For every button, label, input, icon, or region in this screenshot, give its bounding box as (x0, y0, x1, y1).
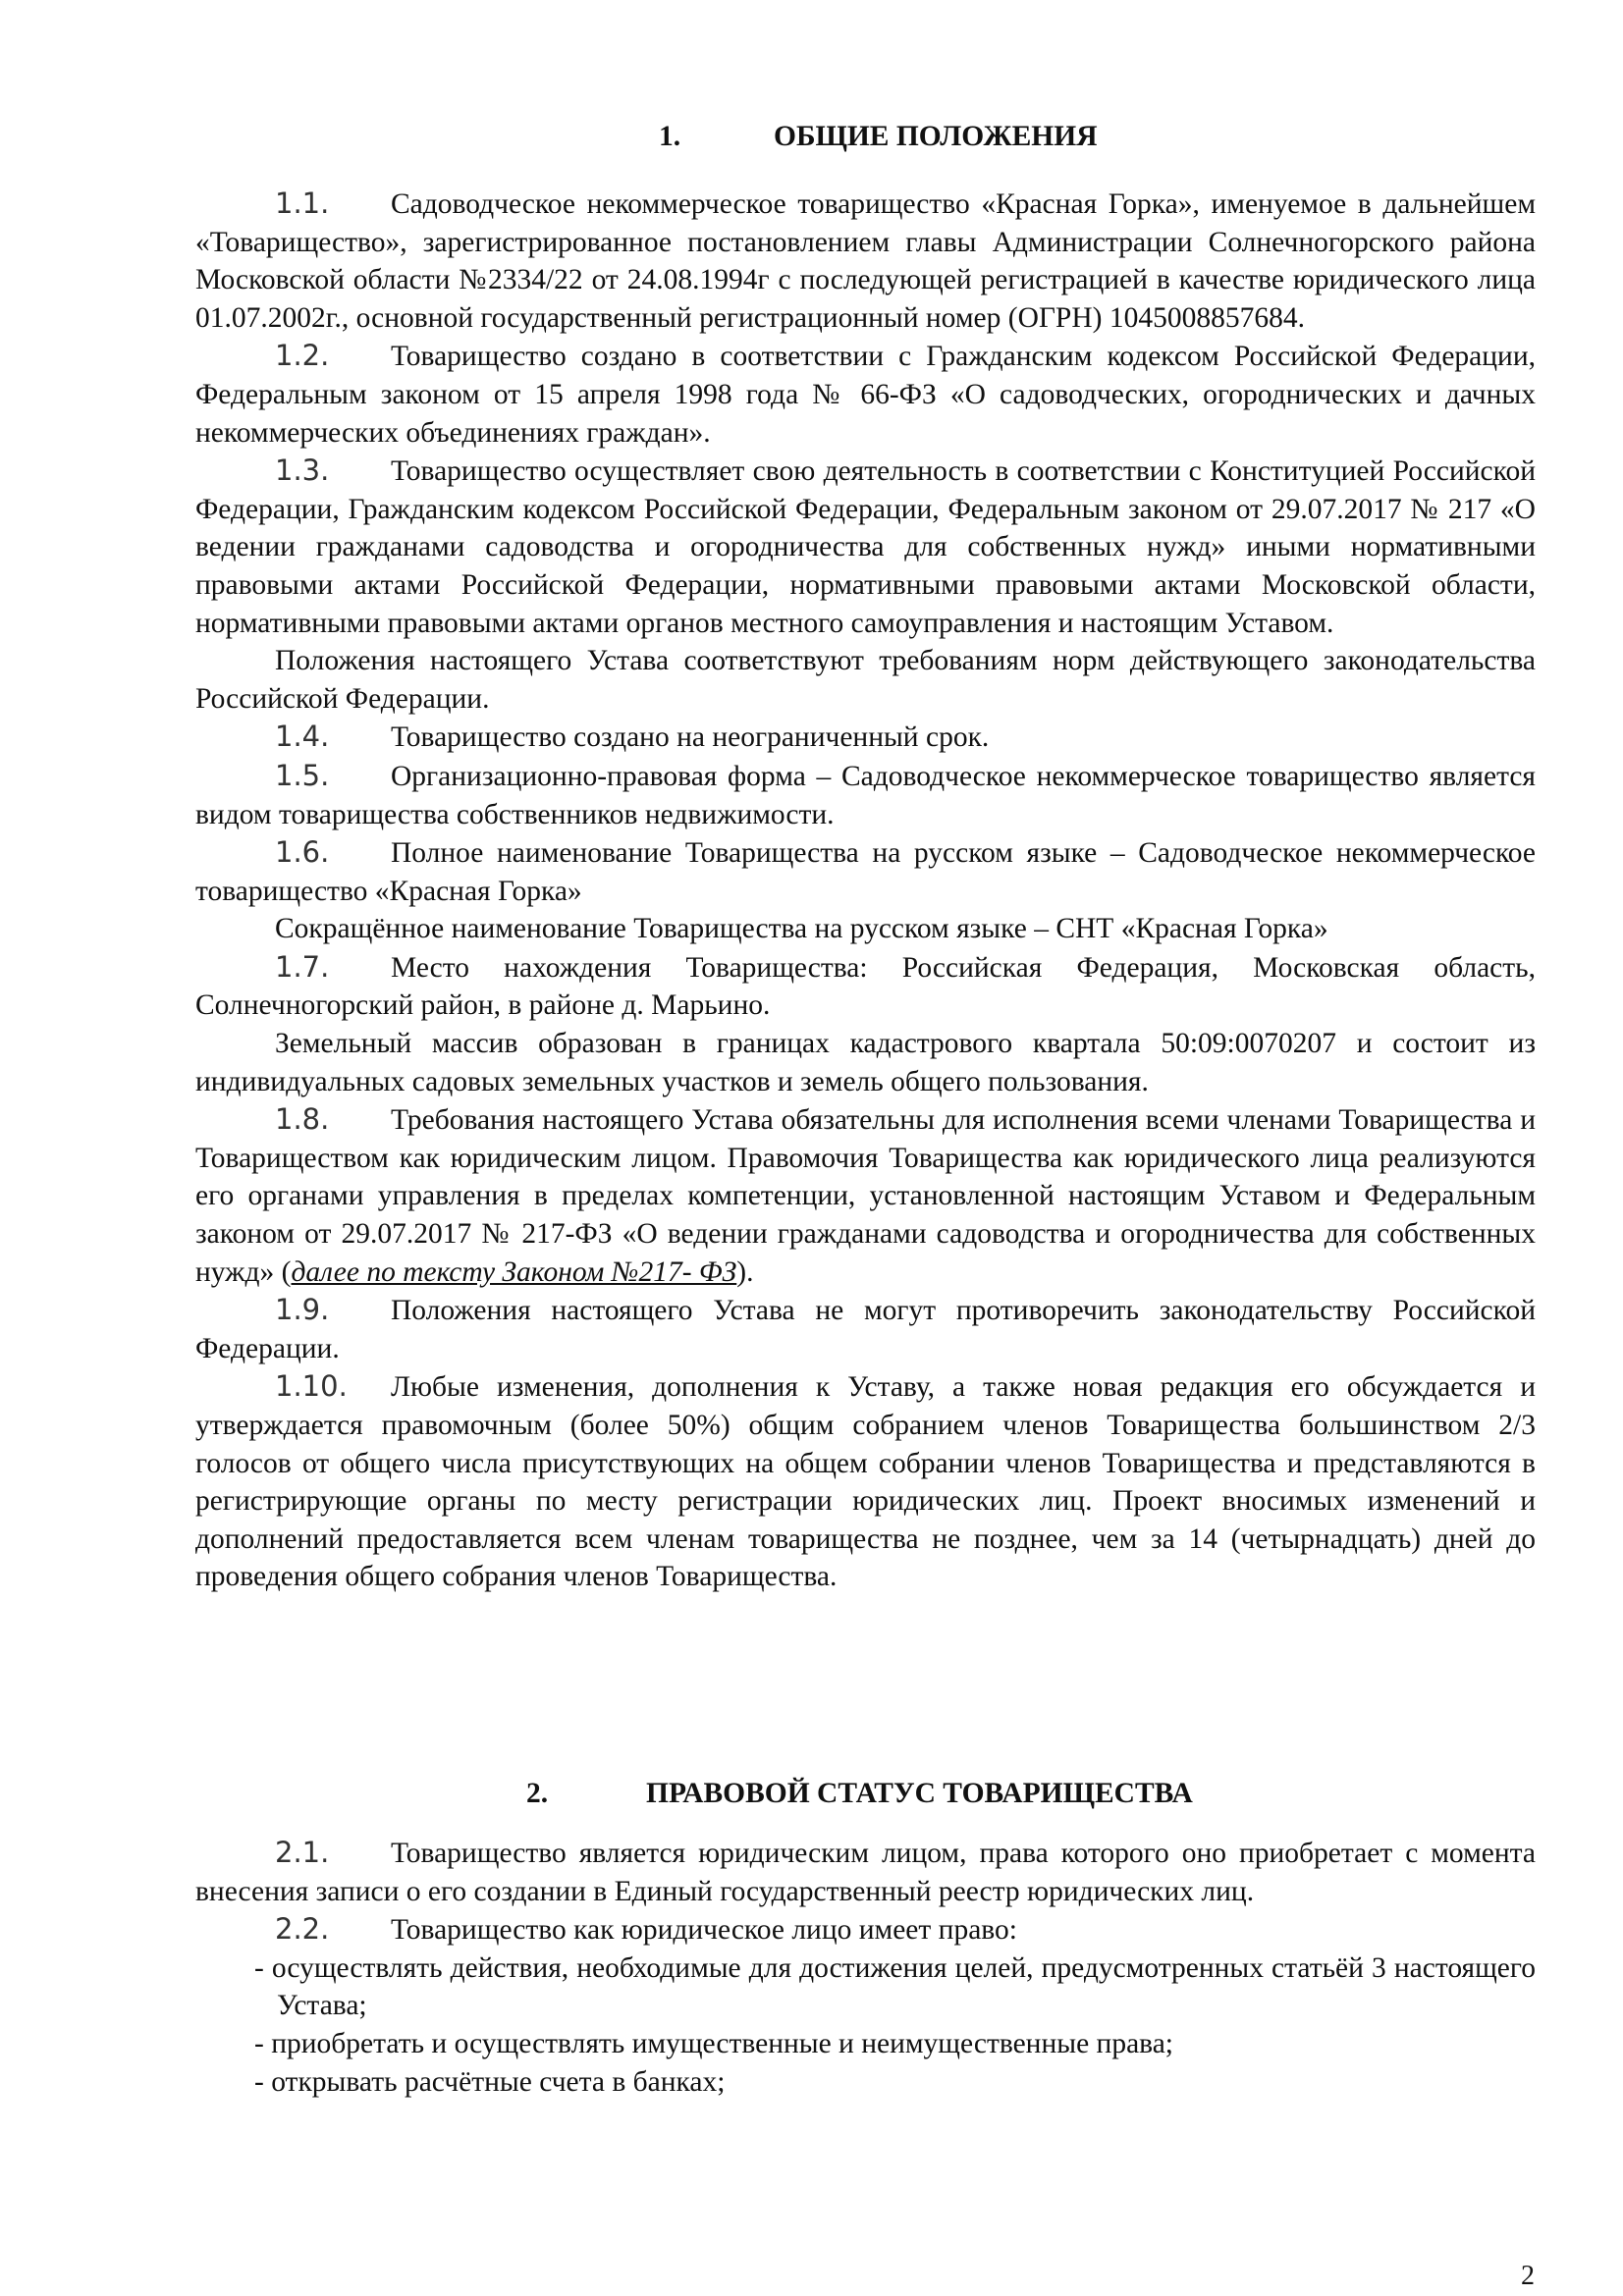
item-number: 1.1. (275, 187, 330, 220)
paragraph-2-1: 2.1. Товарищество является юридическим лицом, права которого оно приобретает с момента внесения записи о его создании в Единый государственный реестр юридических лиц. (195, 1836, 1536, 1907)
paragraph-1-9: 1.9. Положения настоящего Устава не могут противоречить законодательству Российской Федерации. (195, 1293, 1536, 1364)
paragraph-1-7: 1.7. Место нахождения Товарищества: Российская Федерация, Московская область, Солнечногорский район, в районе д. Марьино. (195, 949, 1536, 1022)
paragraph-2-2: 2.2. Товарищество как юридическое лицо имеет право: (195, 1910, 1536, 1949)
page-number: 2 (1521, 2261, 1535, 2291)
item-number: 1.8. (275, 1102, 330, 1137)
item-number: 1.2. (275, 339, 330, 373)
paragraph-1-3-note: Положения настоящего Устава соответствуют требованиям норм действующего законодательства Российской Федерации. (195, 645, 1536, 715)
item-number: 1.5. (275, 758, 330, 792)
section-title: ПРАВОВОЙ СТАТУС ТОВАРИЩЕСТВА (646, 1778, 1193, 1809)
item-number: 2.1. (275, 1836, 330, 1869)
reference-link[interactable]: далее по тексту Законом №217- ФЗ (291, 1255, 737, 1288)
paragraph-1-2: 1.2. Товарищество создано в соответствии с Гражданским кодексом Российской Федерации, Федеральным законом от 15 апреля 1998 года № 66-ФЗ «О садоводческих, огороднических и дачных некоммерческих объединениях граждан». (195, 339, 1536, 449)
item-number: 1.3. (275, 454, 330, 488)
paragraph-1-10: 1.10. Любые изменения, дополнения к Уставу, а также новая редакция его обсуждается и утверждается правомочным (более 50%) общим собранием членов Товарищества большинством 2/3 голосов от общего числа присутствующих на общем собрании членов Товарищества и представляются в регистрирующие органы по месту регистрации юридических лиц. Проект вносимых изменений и дополнений предоставляется всем членам товарищества не позднее, чем за 14 (четырнадцать) дней до проведения общего собрания членов Товарищества. (195, 1369, 1536, 1593)
list-item: - приобретать и осуществлять имущественные и неимущественные права; (254, 2027, 1174, 2059)
section-1-body (195, 185, 1536, 1596)
item-number: 1.9. (275, 1293, 330, 1327)
paragraph-1-7-land: Земельный массив образован в границах кадастрового квартала 50:09:0070207 и состоит из индивидуальных садовых земельных участков и земель общего пользования. (195, 1028, 1536, 1097)
paragraph-1-1: 1.1. Садоводческое некоммерческое товарищество «Красная Горка», именуемое в дальнейшем «Товарищество», зарегистрированное постановлением главы Администрации Солнечногорского района Московской области №2334/22 от 24.08.1994г с последующей регистрацией в качестве юридического лица 01.07.2002г., основной государственный регистрационный номер (ОГРН) 1045008857684. (195, 187, 1536, 334)
paragraph-1-5: 1.5. Организационно-правовая форма – Садоводческое некоммерческое товарищество является видом товарищества собственников недвижимости. (195, 758, 1536, 830)
paragraph-1-3: 1.3. Товарищество осуществляет свою деятельность в соответствии с Конституцией Российской Федерации, Гражданским кодексом Российской Федерации, Федеральным законом от 29.07.2017 № 217 «О ведении гражданами садоводства и огородничества для собственных нужд» иными нормативными правовыми актами Российской Федерации, нормативными правовыми актами Московской области, нормативными правовыми актами органов местного самоуправления и настоящим Уставом. (195, 454, 1536, 639)
paragraph-1-4: 1.4. Товарищество создано на неограниченный срок. (195, 718, 1536, 757)
paragraph-1-6-short-name: Сокращённое наименование Товарищества на русском языке – СНТ «Красная Горка» (275, 913, 1328, 945)
section-2-body (195, 1834, 1536, 2101)
section-number: 1. (659, 121, 681, 152)
section-number: 2. (526, 1778, 549, 1809)
item-number: 1.6. (275, 835, 330, 870)
list-item: - открывать расчётные счета в банках; (254, 2065, 726, 2098)
item-number: 1.7. (275, 949, 330, 984)
list-item: - осуществлять действия, необходимые для достижения целей, предусмотренных статьёй 3 настоящего Устава; (254, 1951, 1536, 2022)
paragraph-1-8: 1.8. Требования настоящего Устава обязательны для исполнения всеми членами Товарищества и Товариществом как юридическим лицом. Правомочия Товарищества как юридического лица реализуются его органами управления в пределах компетенции, установленной настоящим Уставом и Федеральным законом от 29.07.2017 № 217-ФЗ «О ведении гражданами садоводства и огородничества для собственных нужд» (далее по тексту Законом №217- ФЗ). (195, 1102, 1536, 1288)
section-title: ОБЩИЕ ПОЛОЖЕНИЯ (774, 121, 1098, 152)
item-number: 2.2. (275, 1912, 330, 1947)
item-number: 1.10. (275, 1369, 348, 1404)
item-number: 1.4. (275, 720, 330, 754)
paragraph-1-6: 1.6. Полное наименование Товарищества на русском языке – Садоводческое некоммерческое товарищество «Красная Горка» (195, 835, 1536, 907)
